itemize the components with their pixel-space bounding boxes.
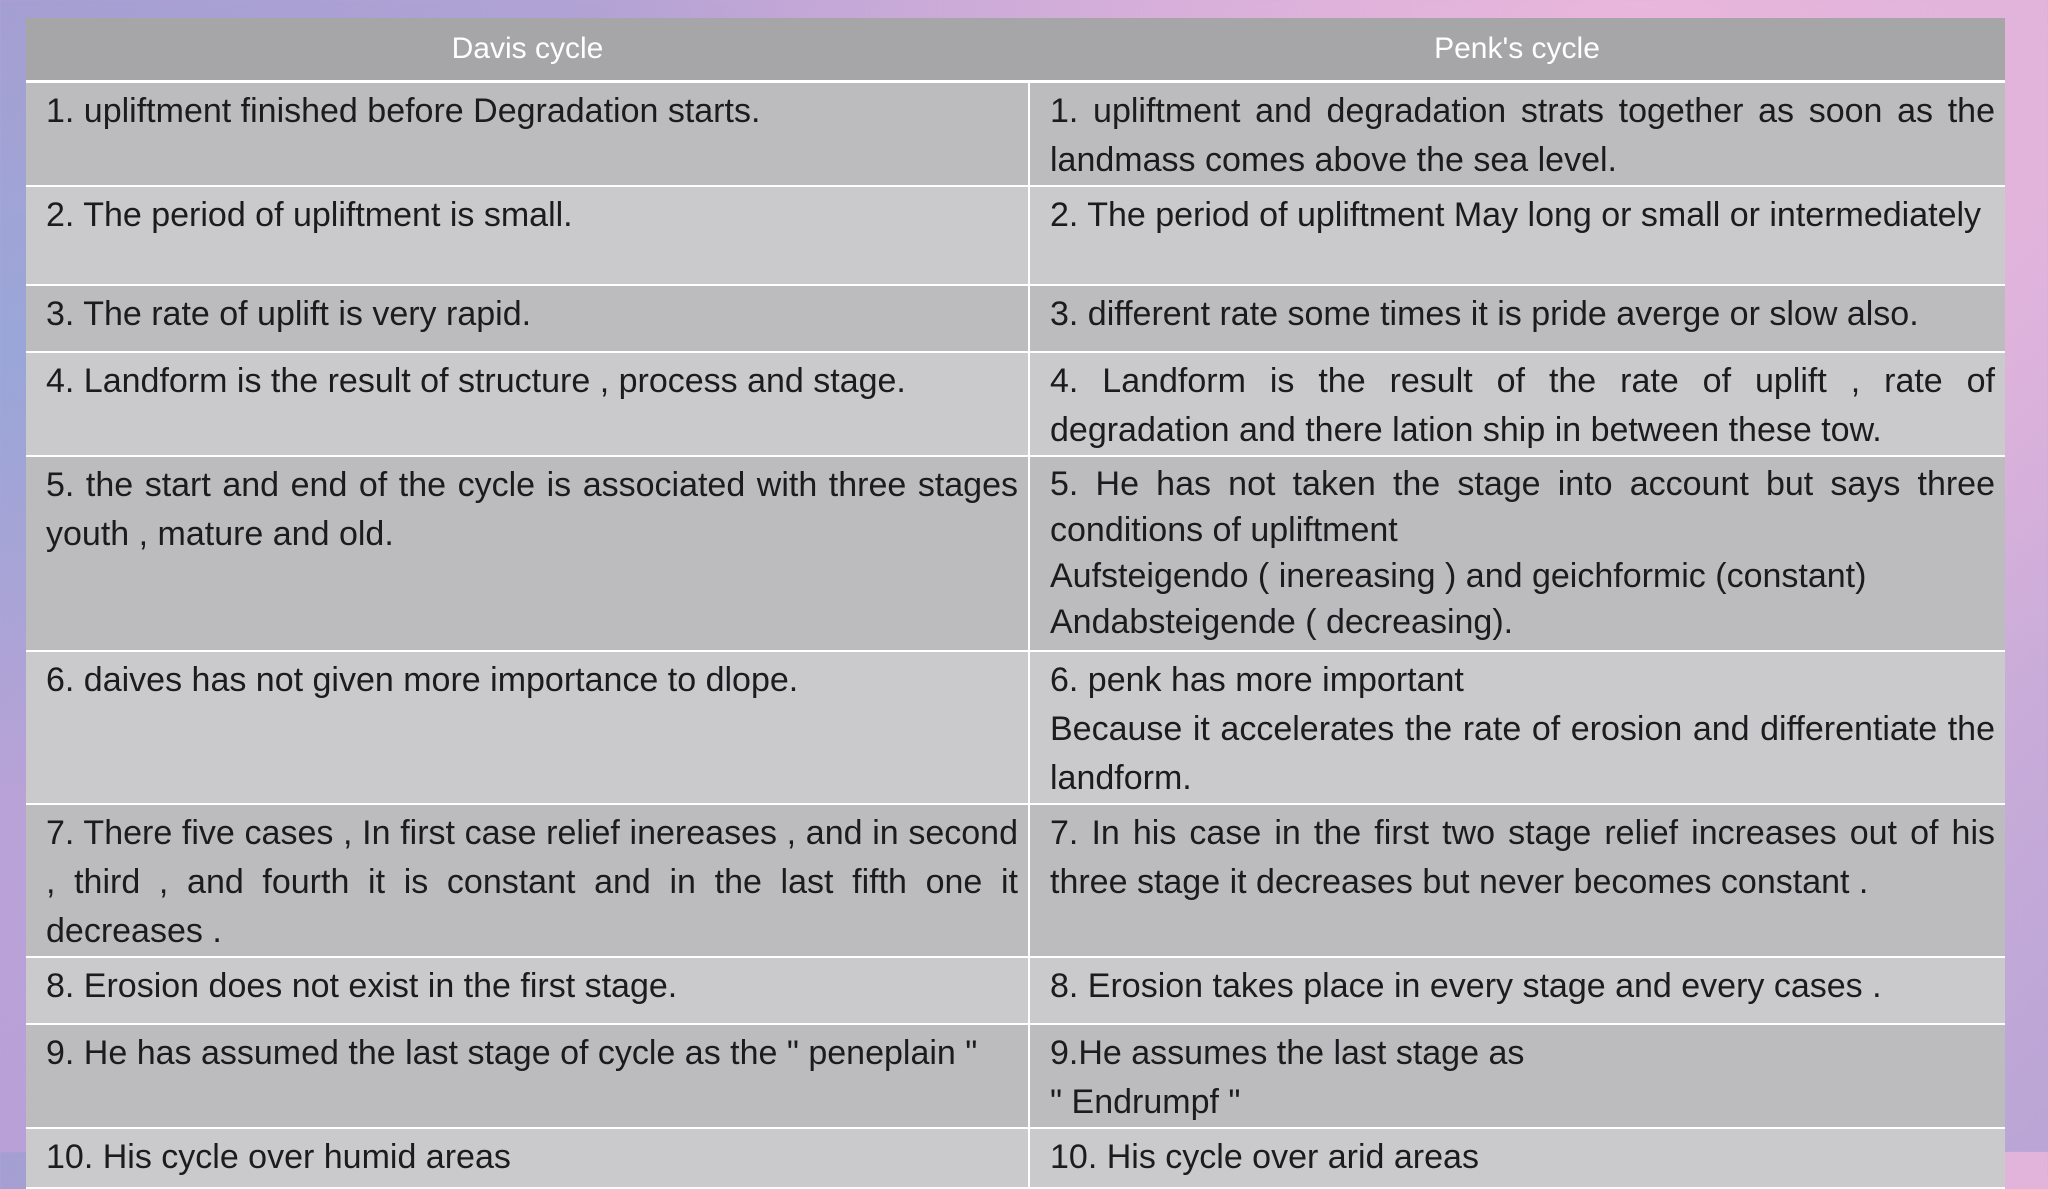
davis-cell-4: 4. Landform is the result of structure , process and stage. <box>26 352 1029 456</box>
table-row <box>26 456 2005 651</box>
davis-cell-9: 9. He has assumed the last stage of cycle as the " peneplain " <box>26 1024 1029 1128</box>
table-row <box>26 285 2005 352</box>
penk-cell-5-line-2: Aufsteigendo ( inereasing ) and geichformic (constant) <box>1050 557 1867 595</box>
davis-cell-2: 2. The period of upliftment is small. <box>26 186 1029 285</box>
penk-cell-5 <box>1029 456 2005 651</box>
davis-cell-5: 5. the start and end of the cycle is associated with three stages youth , mature and old. <box>26 456 1029 651</box>
penk-cell-5-line-1: 5. He has not taken the stage into account but says three conditions of upliftment <box>1050 465 1995 549</box>
table-header-row <box>26 18 2005 82</box>
penk-cell-10: 10. His cycle over arid areas <box>1029 1128 2005 1188</box>
penk-cell-6 <box>1029 651 2005 804</box>
davis-cell-8: 8. Erosion does not exist in the first stage. <box>26 957 1029 1024</box>
penk-cell-8: 8. Erosion takes place in every stage and every cases . <box>1029 957 2005 1024</box>
penk-cell-1: 1. upliftment and degradation strats together as soon as the landmass comes above the sea level. <box>1029 82 2005 187</box>
penk-cell-5-line-3: Andabsteigende ( decreasing). <box>1050 603 1514 641</box>
table-row <box>26 957 2005 1024</box>
slide <box>26 18 2005 1176</box>
table-row <box>26 651 2005 804</box>
davis-cell-3: 3. The rate of uplift is very rapid. <box>26 285 1029 352</box>
table-row <box>26 804 2005 957</box>
penk-cell-4: 4. Landform is the result of the rate of uplift , rate of degradation and there lation ship in between these tow. <box>1029 352 2005 456</box>
table-row <box>26 1024 2005 1128</box>
table-row <box>26 186 2005 285</box>
penk-cell-6-line-1: 6. penk has more important <box>1050 661 1464 699</box>
penk-cell-9-line-1: 9.He assumes the last stage as <box>1050 1034 1525 1072</box>
comparison-table <box>26 18 2005 1189</box>
penk-cell-7: 7. In his case in the first two stage relief increases out of his three stage it decreases but never becomes constant . <box>1029 804 2005 957</box>
davis-cell-10: 10. His cycle over humid areas <box>26 1128 1029 1188</box>
davis-cell-1: 1. upliftment finished before Degradation starts. <box>26 82 1029 187</box>
davis-cell-6: 6. daives has not given more importance to dlope. <box>26 651 1029 804</box>
header-davis-cycle: Davis cycle <box>26 18 1029 82</box>
penk-cell-6-line-2: Because it accelerates the rate of erosion and differentiate the landform. <box>1050 710 1995 797</box>
table-row <box>26 82 2005 187</box>
penk-cell-2: 2. The period of upliftment May long or small or intermediately <box>1029 186 2005 285</box>
table-row <box>26 352 2005 456</box>
penk-cell-9 <box>1029 1024 2005 1128</box>
penk-cell-9-line-2: " Endrumpf " <box>1050 1083 1241 1121</box>
header-penks-cycle: Penk's cycle <box>1029 18 2005 82</box>
penk-cell-3: 3. different rate some times it is pride averge or slow also. <box>1029 285 2005 352</box>
davis-cell-7: 7. There five cases , In first case relief inereases , and in second , third , and fourth it is constant and in the last fifth one it decreases . <box>26 804 1029 957</box>
table-row <box>26 1128 2005 1188</box>
